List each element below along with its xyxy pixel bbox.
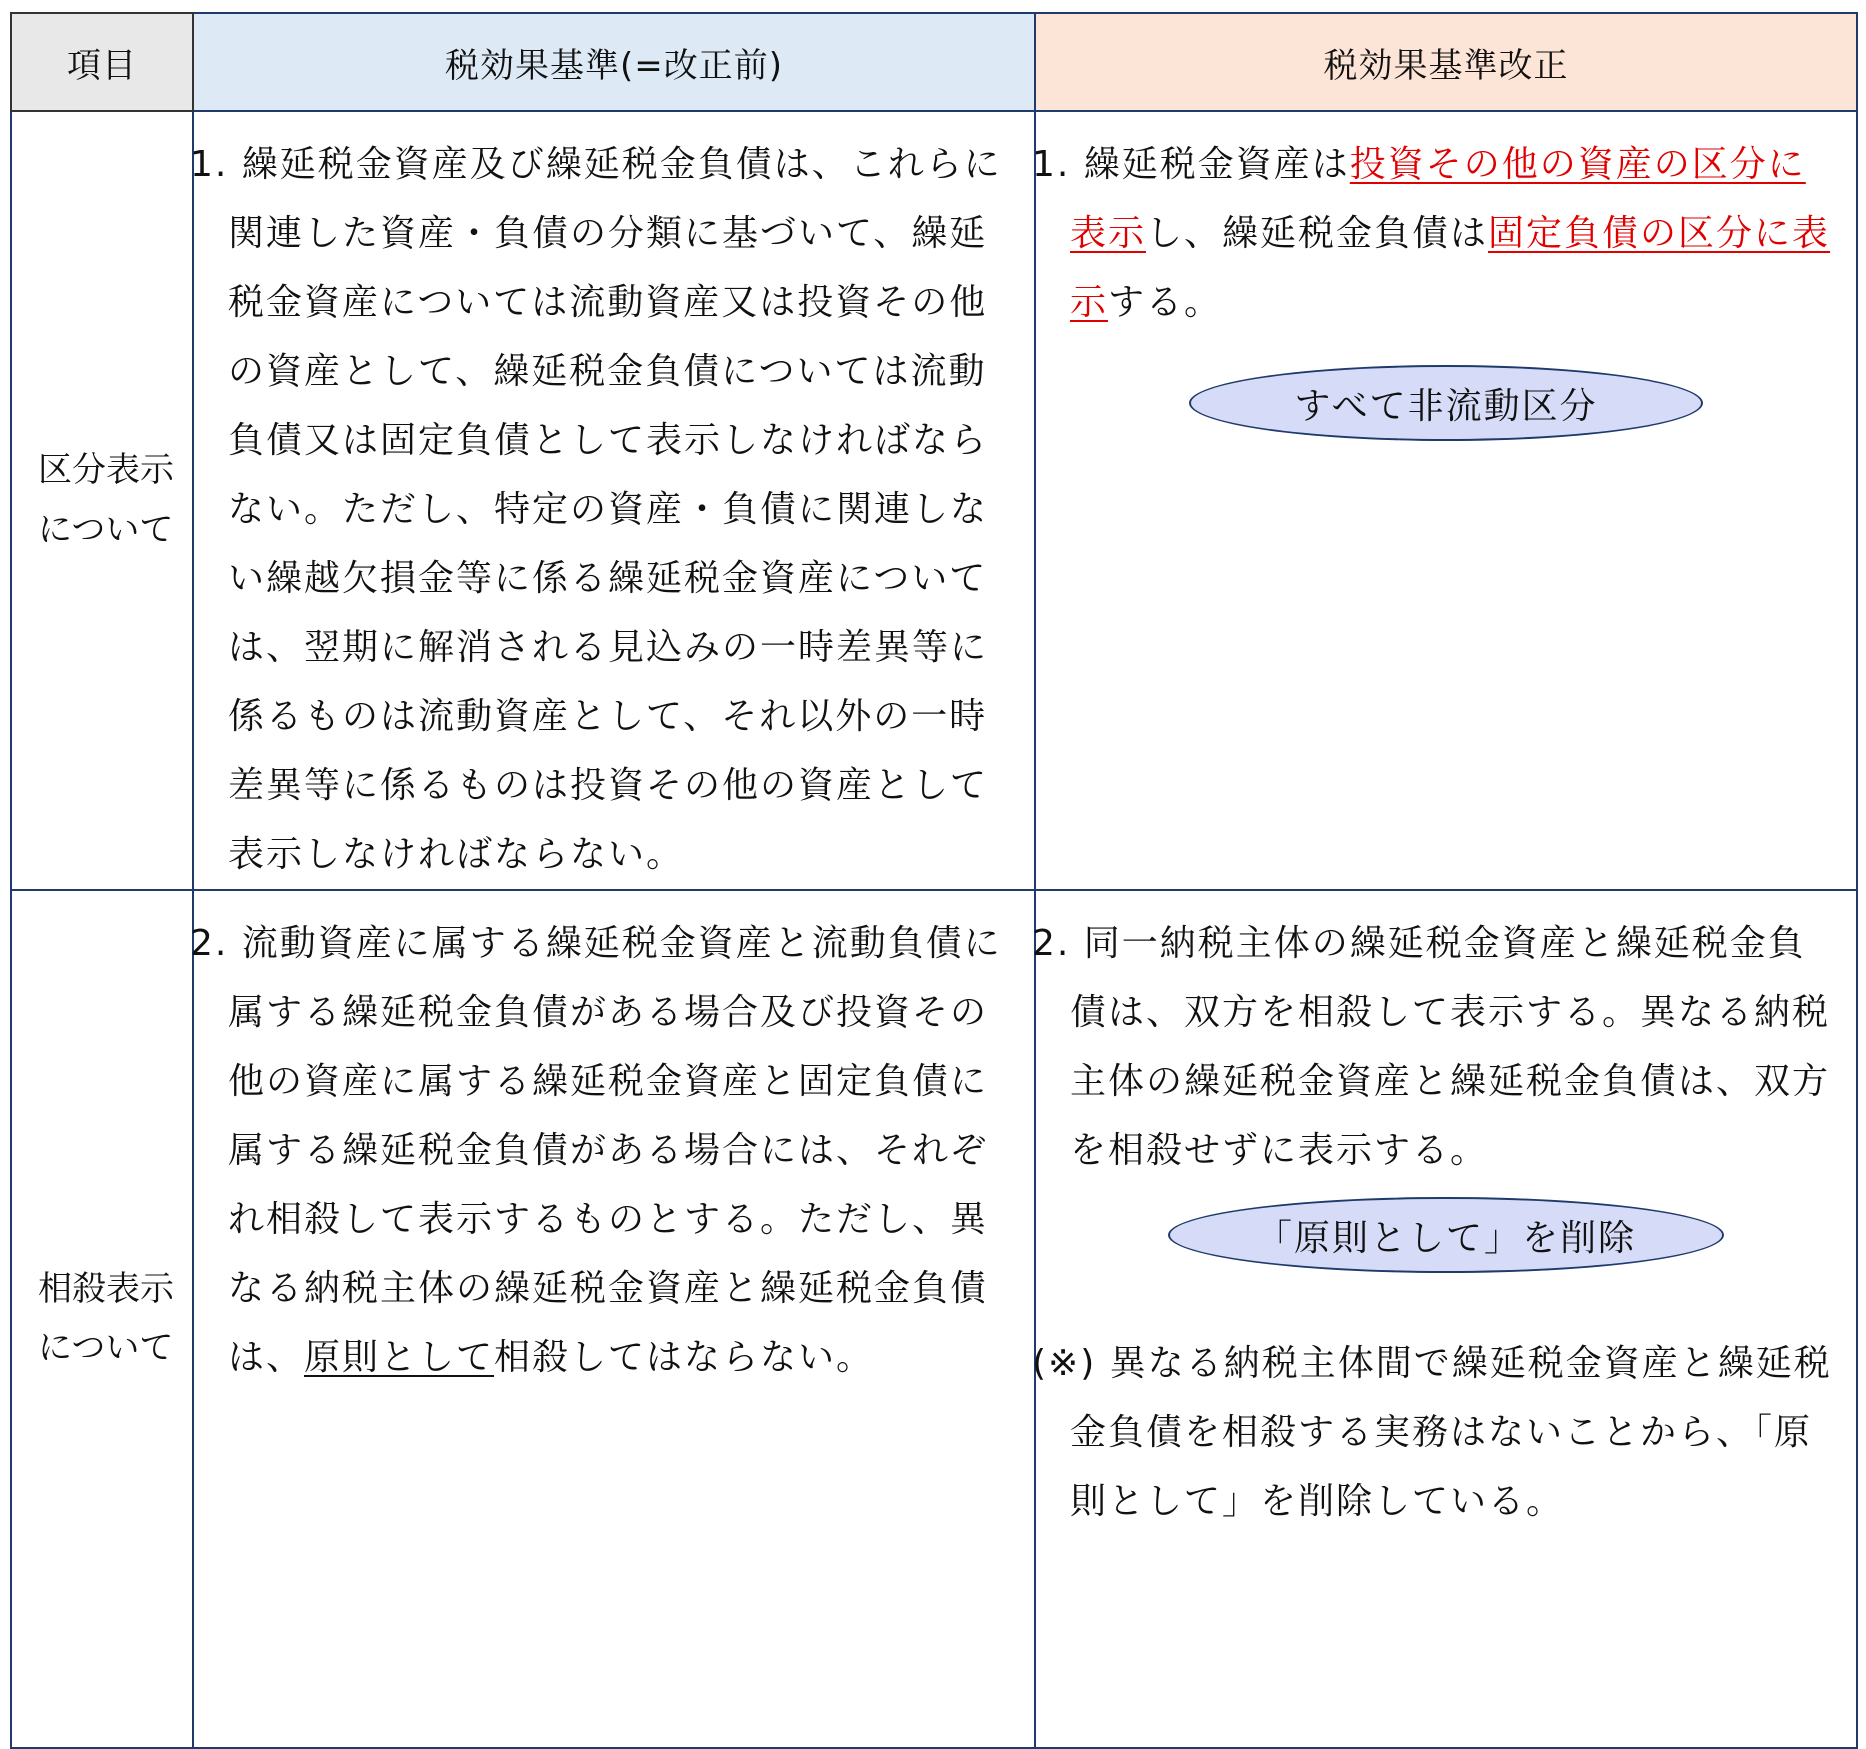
row-label-line: 相殺表示 (38, 1268, 174, 1309)
after-cell-offset (1032, 890, 1857, 1748)
before-text (190, 891, 1034, 1392)
before-text: 1. 繰延税金資産及び繰延税金負債は、これらに関連した資産・負債の分類に基づいて、繰延税金資産については流動資産又は投資その他の資産として、繰延税金負債については流動負債又は固定負債として表示しなければならない。ただし、特定の資産・負債に関連しない繰越欠損金等に係る繰延税金資産については、翌期に解消される見込みの一時差異等に係るものは流動資産として、それ以外の一時差異等に係るものは投資その他の資産として表示しなければならない。 (190, 144, 1002, 875)
header-before-revision: 税効果基準(=改正前) (193, 13, 1035, 111)
header-row (11, 13, 1857, 111)
table-row (11, 111, 1857, 890)
row-label-line: 区分表示 (38, 450, 174, 490)
before-cell-classification (190, 111, 1035, 890)
highlight-red-underline: 固定負債の区分に表示 (1070, 213, 1831, 323)
row-label-classification (11, 111, 193, 890)
after-cell-classification (1032, 111, 1857, 890)
row-label-line: について (38, 1328, 174, 1368)
before-text-part: 2. 流動資産に属する繰延税金資産と流動負債に属する繰延税金負債がある場合及び投資その他の資産に属する繰延税金資産と固定負債に属する繰延税金負債がある場合には、それぞれ相殺して表示するものとする。ただし、異なる納税主体の繰延税金資産と繰延税金負債は、 (190, 923, 1002, 1378)
before-cell-offset (190, 890, 1035, 1748)
note-text: (※) 異なる納税主体間で繰延税金資産と繰延税金負債を相殺する実務はないことから、「原則として」を削除している。 (1032, 1343, 1832, 1522)
after-text-part: し、繰延税金負債は (1146, 213, 1489, 254)
after-text: 2. 同一納税主体の繰延税金資産と繰延税金負債は、双方を相殺して表示する。異なる納税主体の繰延税金資産と繰延税金負債は、双方を相殺せずに表示する。 (1032, 923, 1831, 1171)
table-row (11, 890, 1857, 1748)
row-label-offset (11, 890, 193, 1748)
after-text-part: する。 (1108, 282, 1223, 323)
after-text (1032, 112, 1856, 337)
row-label-line: について (38, 509, 174, 550)
before-text-part: 相殺してはならない。 (494, 1337, 875, 1378)
header-after-revision: 税効果基準改正 (1035, 13, 1857, 111)
after-text-part: 1. 繰延税金資産は (1032, 144, 1350, 185)
comparison-table (10, 12, 1858, 1749)
callout-oval: 「原則として」を削除 (1168, 1197, 1724, 1273)
underlined-phrase: 原則として (304, 1337, 495, 1378)
highlight-red-underline: 投資その他の資産の区分に表示 (1070, 144, 1806, 254)
header-item: 項目 (11, 13, 193, 111)
callout-oval: すべて非流動区分 (1189, 365, 1703, 441)
